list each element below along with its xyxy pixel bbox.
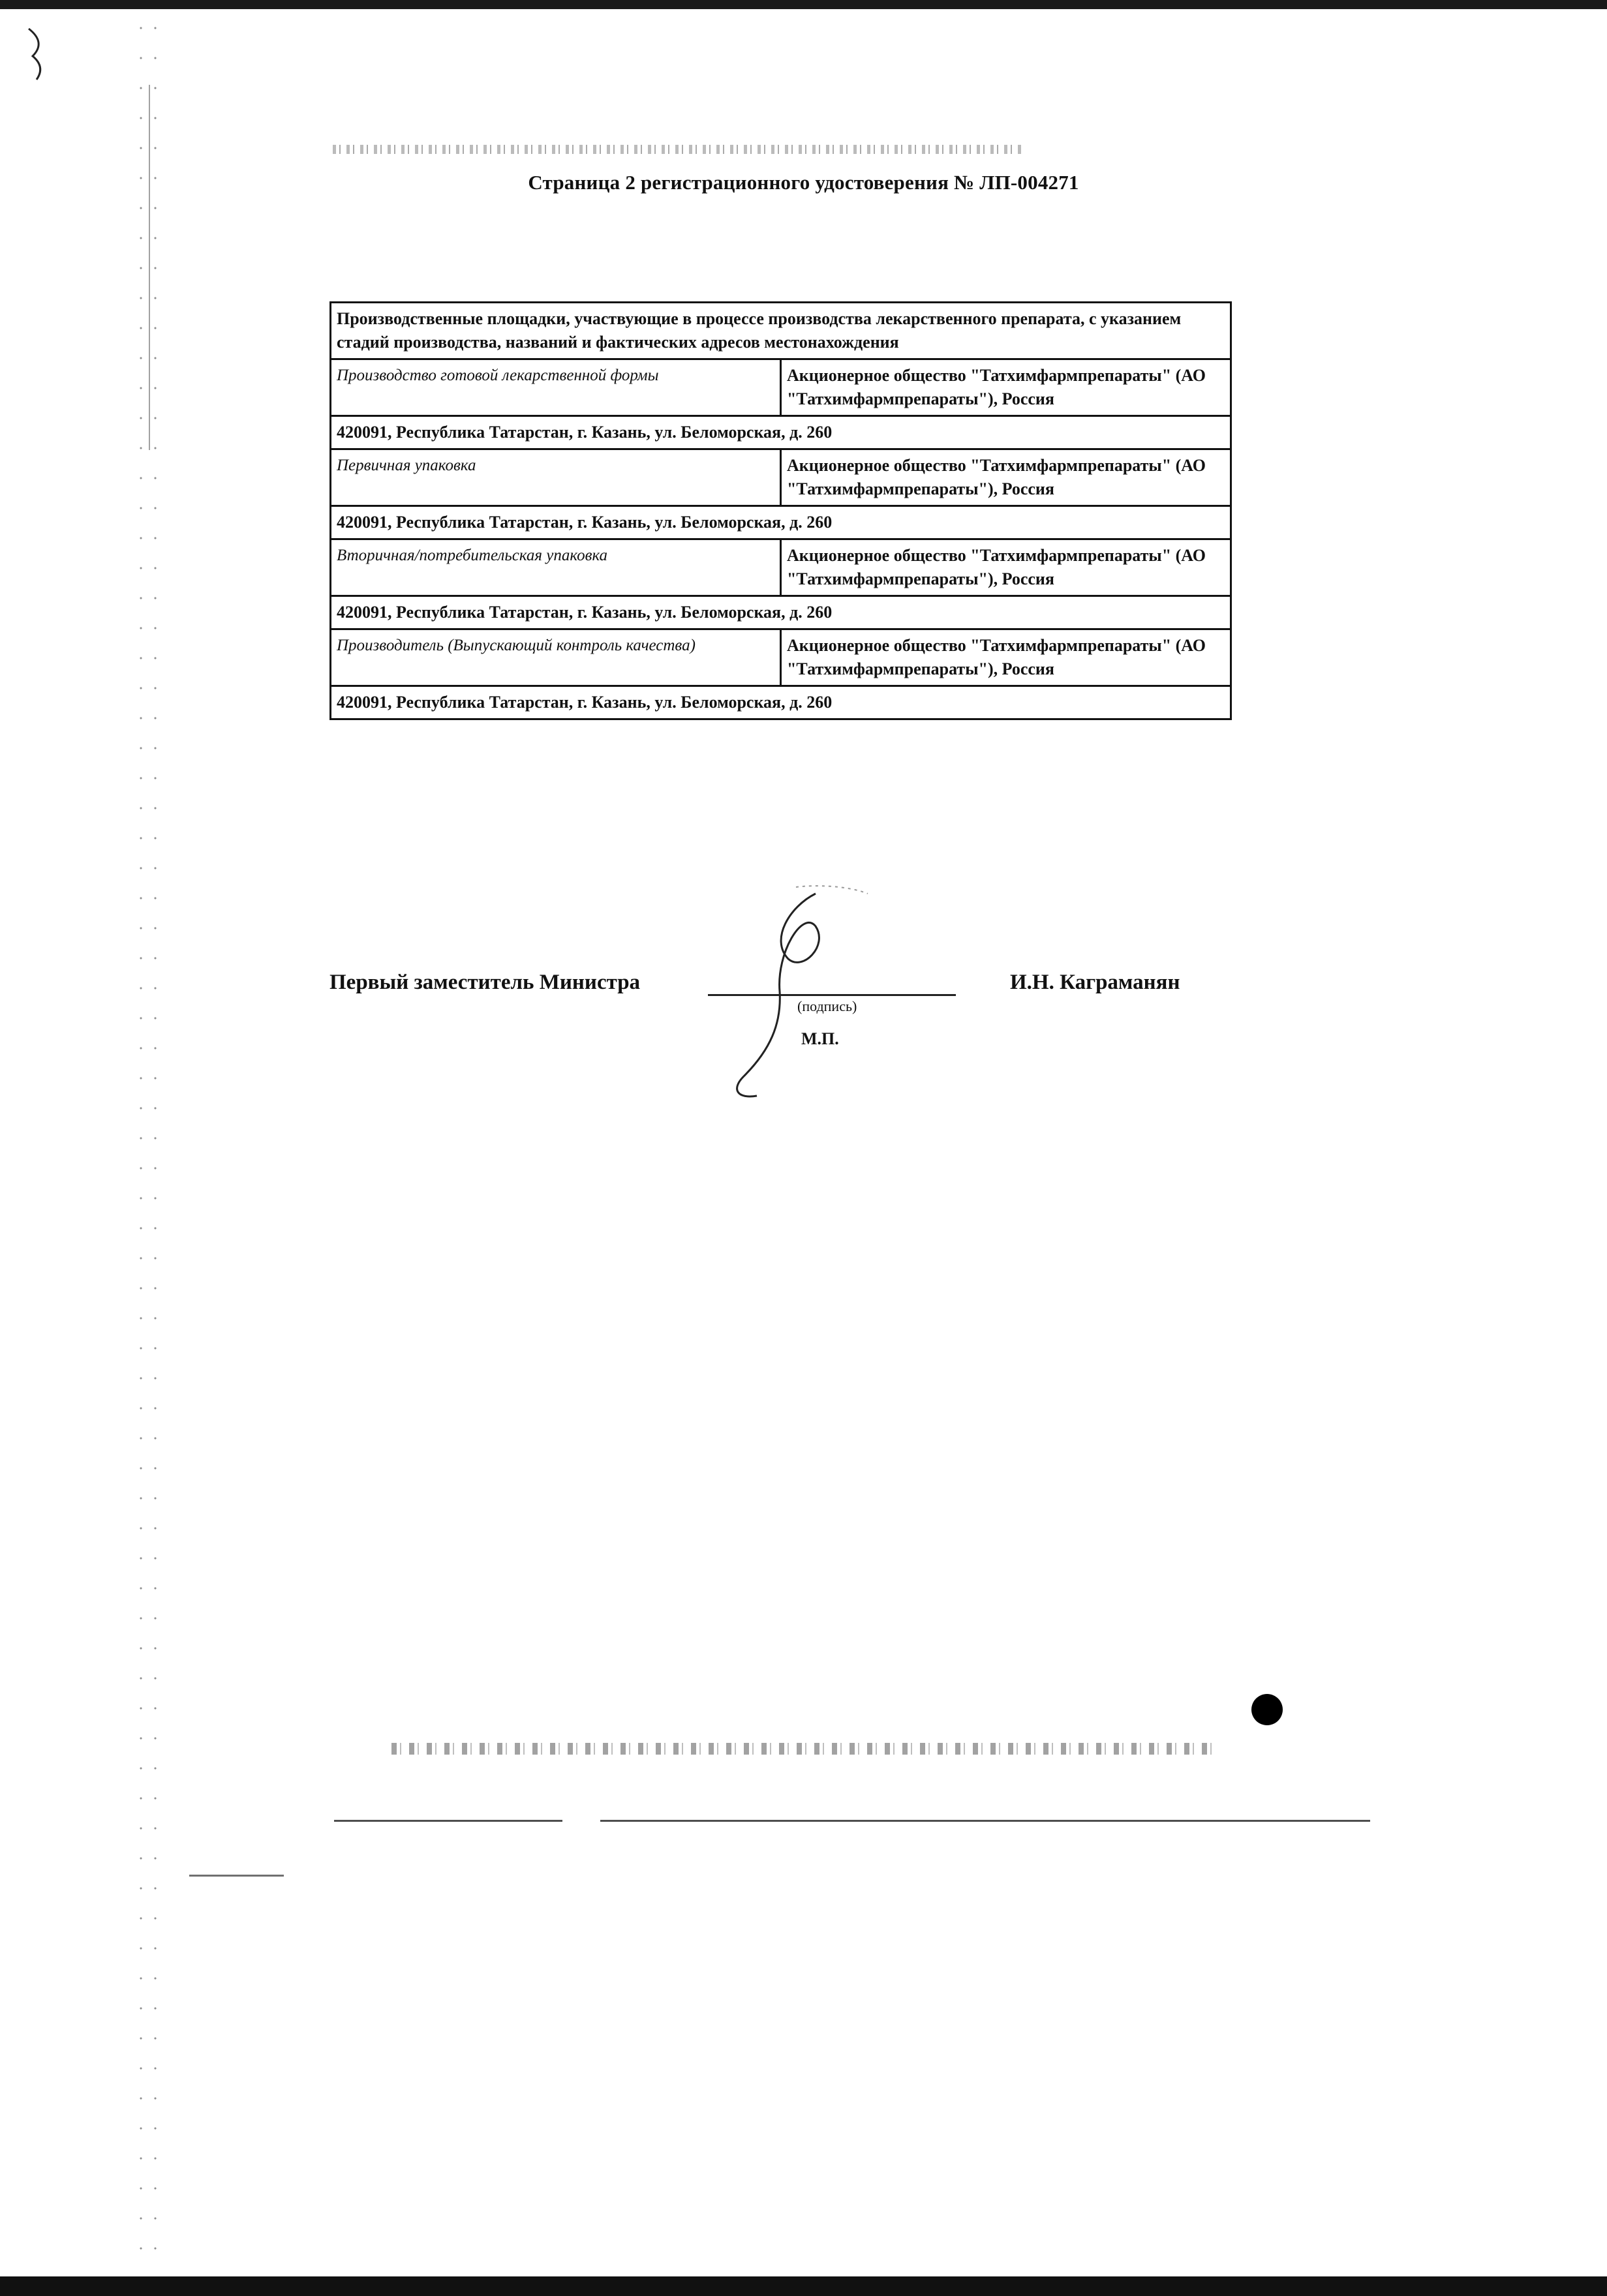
address-cell: 420091, Республика Татарстан, г. Казань, ул. Беломорская, д. 260 bbox=[331, 596, 1231, 629]
stage-cell: Первичная упаковка bbox=[331, 449, 781, 506]
table-row bbox=[331, 686, 1231, 719]
signatory-name: И.Н. Каграманян bbox=[1010, 971, 1180, 994]
table-row bbox=[331, 629, 1231, 686]
table-intro: Производственные площадки, участвующие в процессе производства лекарственного препарата, с указанием стадий производства, названий и фактических адресов местонахождения bbox=[331, 303, 1231, 359]
signature-caption: (подпись) bbox=[797, 998, 857, 1014]
table-row bbox=[331, 449, 1231, 506]
table-row bbox=[331, 416, 1231, 449]
stage-cell: Производство готовой лекарственной формы bbox=[331, 359, 781, 416]
scan-margin-line bbox=[149, 85, 150, 450]
scan-top-edge bbox=[0, 0, 1607, 9]
footer-rule bbox=[189, 1875, 284, 1877]
table-row bbox=[331, 506, 1231, 539]
organization-cell: Акционерное общество "Татхимфармпрепараты" (АО "Татхимфармпрепараты"), Россия bbox=[781, 449, 1231, 506]
organization-cell: Акционерное общество "Татхимфармпрепараты" (АО "Татхимфармпрепараты"), Россия bbox=[781, 539, 1231, 596]
stage-cell: Производитель (Выпускающий контроль качества) bbox=[331, 629, 781, 686]
scan-margin-noise bbox=[134, 13, 160, 2250]
table-row bbox=[331, 359, 1231, 416]
address-cell: 420091, Республика Татарстан, г. Казань, ул. Беломорская, д. 260 bbox=[331, 686, 1231, 719]
pencil-mark bbox=[23, 25, 50, 83]
seal-mark: М.П. bbox=[801, 1029, 839, 1048]
handwritten-signature bbox=[718, 881, 887, 1102]
production-sites-table bbox=[329, 301, 1232, 720]
organization-cell: Акционерное общество "Татхимфармпрепараты" (АО "Татхимфармпрепараты"), Россия bbox=[781, 359, 1231, 416]
scan-header-noise bbox=[333, 145, 1024, 154]
signature-line bbox=[708, 994, 956, 996]
table-row bbox=[331, 539, 1231, 596]
scan-ink-spot bbox=[1251, 1694, 1283, 1725]
page-title: Страница 2 регистрационного удостоверения № ЛП-004271 bbox=[528, 171, 1079, 194]
signatory-position: Первый заместитель Министра bbox=[329, 971, 641, 994]
footer-rule bbox=[334, 1820, 562, 1822]
table-row bbox=[331, 303, 1231, 359]
stage-cell: Вторичная/потребительская упаковка bbox=[331, 539, 781, 596]
footer-rule bbox=[600, 1820, 1370, 1822]
address-cell: 420091, Республика Татарстан, г. Казань, ул. Беломорская, д. 260 bbox=[331, 416, 1231, 449]
address-cell: 420091, Республика Татарстан, г. Казань, ул. Беломорская, д. 260 bbox=[331, 506, 1231, 539]
scan-bottom-edge bbox=[0, 2276, 1607, 2296]
scan-footer-noise bbox=[391, 1743, 1214, 1755]
organization-cell: Акционерное общество "Татхимфармпрепараты" (АО "Татхимфармпрепараты"), Россия bbox=[781, 629, 1231, 686]
table-row bbox=[331, 596, 1231, 629]
